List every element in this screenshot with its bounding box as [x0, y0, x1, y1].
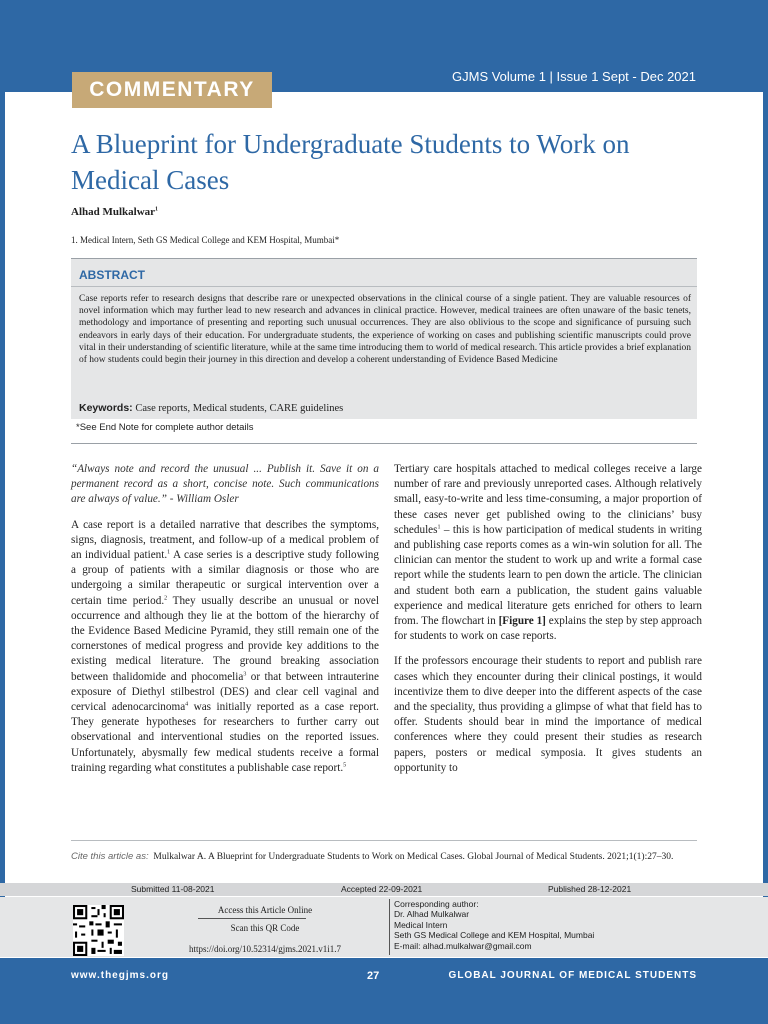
ref-sup: 2 — [164, 594, 168, 601]
corr-email[interactable]: E-mail: alhad.mulkalwar@gmail.com — [394, 940, 532, 951]
ref-sup: 1 — [167, 549, 171, 556]
dates-bar — [0, 883, 768, 896]
title-line-2: Medical Cases — [71, 165, 230, 195]
p1-text-c: They usually describe an unusual or novel occurrence and although they lie at the bottom of the hierarchy of the Evidence Based Medicine Pyramid, they still remain one of the cornerstones of medical progress and provide key additions to the existing medical literature. The ground breaking association between thalidomide and phocomelia — [71, 594, 379, 683]
citation-text: Mulkalwar A. A Blueprint for Undergraduate Students to Work on Medical Cases. Global Journal of Medical Students. 2021;1(1):27–30. — [153, 852, 674, 862]
body-column-left — [71, 462, 379, 786]
p1-text-e: was initially reported as a case report. They generate hypotheses for researchers to further carry out observational and interventional studies on the reported issues. Unfortunately, abysmally few medical students receive a formal training regarding what constitutes a publishable case report. — [71, 701, 379, 774]
journal-name: GLOBAL JOURNAL OF MEDICAL STUDENTS — [448, 970, 697, 981]
affiliation: 1. Medical Intern, Seth GS Medical College and KEM Hospital, Mumbai* — [71, 235, 340, 245]
corr-institution: Seth GS Medical College and KEM Hospital, Mumbai — [394, 930, 595, 941]
citation — [71, 840, 697, 864]
published-date: Published 28-12-2021 — [548, 884, 632, 894]
doi-link[interactable]: https://doi.org/10.52314/gjms.2021.v1i1.7 — [188, 944, 342, 954]
page-number: 27 — [367, 970, 380, 982]
paragraph-1 — [71, 518, 379, 776]
p2-text-a: Tertiary care hospitals attached to medical colleges receive a large number of rare and previously unreported cases. Although relatively small, easy-to-write and less time-consuming, a major proportion of these cases never get published owing to the clinicians’ busy schedules — [394, 463, 702, 536]
corresponding-author — [394, 899, 594, 951]
ref-sup: 4 — [185, 701, 189, 708]
p2-text-b: – this is how participation of medical students in writing and publishing case reports comes as a win-win solution for all. The clinician can mentor the student to work up and write a formal case report while the students learn to pen down the article. The clinician and student both earn a publication, the student gains valuable experience and medical literature gets enriched for others to learn from. The flowchart in — [394, 523, 702, 628]
accepted-date: Accepted 22-09-2021 — [341, 884, 423, 894]
ref-sup: 1 — [437, 524, 441, 531]
citation-label: Cite this article as: — [71, 851, 149, 862]
abstract-divider — [71, 286, 697, 287]
corr-name: Dr. Alhad Mulkalwar — [394, 909, 470, 920]
access-online — [160, 903, 370, 935]
osler-quote: “Always note and record the unusual ... Publish it. Save it on a permanent record as a short, concise note. Such communications are always of value.” - William Osler — [71, 463, 379, 506]
keywords-label: Keywords: — [79, 402, 133, 414]
p1-text-a: A case report is a detailed narrative that describes the symptoms, signs, diagnosis, treatment, and follow-up of a medical problem of an individual patient. — [71, 518, 379, 562]
keywords — [79, 402, 343, 414]
corr-label: Corresponding author: — [394, 899, 479, 909]
figure-link[interactable]: [Figure 1] — [498, 615, 546, 628]
paragraph-3: If the professors encourage their students to report and publish rare cases which they encounter during their clinical postings, it would incentivize them to dive deeper into the different aspects of the case and the speciality, thus providing a glimpse of what that field has to offer. Students should bear in mind the importance of medical conferences where they could present their studies as research papers, posters or medical symposia. It gives students an opportunity to — [394, 655, 702, 774]
p1-text-d: or that between intrauterine exposure of Diethyl stilbestrol (DES) and clear cell vaginal and cervical adenocarcinoma — [71, 670, 379, 714]
info-divider — [389, 899, 390, 955]
author-sup: 1 — [155, 206, 159, 213]
body-column-right — [394, 462, 702, 786]
p1-text-b: A case series is a descriptive study following a group of patients with a similar diagnosis or those who are undergoing a similar therapeutic or surgical intervention over a certain time period. — [71, 549, 379, 607]
ref-sup: 3 — [243, 670, 247, 677]
keywords-text: Case reports, Medical students, CARE guidelines — [135, 403, 344, 414]
page-footer — [0, 958, 768, 1024]
endnote: *See End Note for complete author details — [71, 420, 697, 444]
section-ribbon: COMMENTARY — [72, 72, 272, 108]
access-line-1: Access this Article Online — [217, 905, 313, 915]
abstract-box — [71, 258, 697, 419]
corr-role: Medical Intern — [394, 919, 448, 930]
qr-code-icon[interactable] — [73, 905, 124, 956]
access-line-2: Scan this QR Code — [230, 923, 300, 933]
submitted-date: Submitted 11-08-2021 — [131, 884, 215, 894]
right-frame — [763, 92, 768, 956]
abstract-heading: ABSTRACT — [79, 268, 145, 282]
access-rule — [198, 918, 306, 919]
left-frame — [0, 92, 5, 956]
ref-sup: 5 — [343, 762, 347, 769]
article-title — [71, 126, 711, 198]
title-line-1: A Blueprint for Undergraduate Students to Work on — [71, 129, 630, 159]
author-text: Alhad Mulkalwar — [71, 206, 156, 218]
paragraph-2 — [394, 462, 702, 644]
author-name — [71, 206, 158, 218]
website-link[interactable]: www.thegjms.org — [71, 970, 169, 981]
p2-text-c: explains the step by step approach for students to work on case reports. — [394, 615, 702, 643]
abstract-text: Case reports refer to research designs that describe rare or unexpected observations in the clinical course of a single patient. They are valuable resources of novel information which may further lead to new research and advances in clinical practice. However, medical trainees are often unaware of the basic tenets, methodology and importance of presenting and reporting such unusual occurrences. They are also oblivious to the scope and significance of pursuing such endeavors in early days of their education. For undergraduate students, the experience of working on cases and publishing scientific manuscripts could prove vital in their understanding of scientific literature, while at the same time introducing them to world of medical research. This article provides a brief explanation of how students could begin their journey in this direction and develop a coherent understanding of Evidence Based Medicine — [79, 294, 691, 366]
issue-info: GJMS Volume 1 | Issue 1 Sept - Dec 2021 — [452, 69, 696, 84]
